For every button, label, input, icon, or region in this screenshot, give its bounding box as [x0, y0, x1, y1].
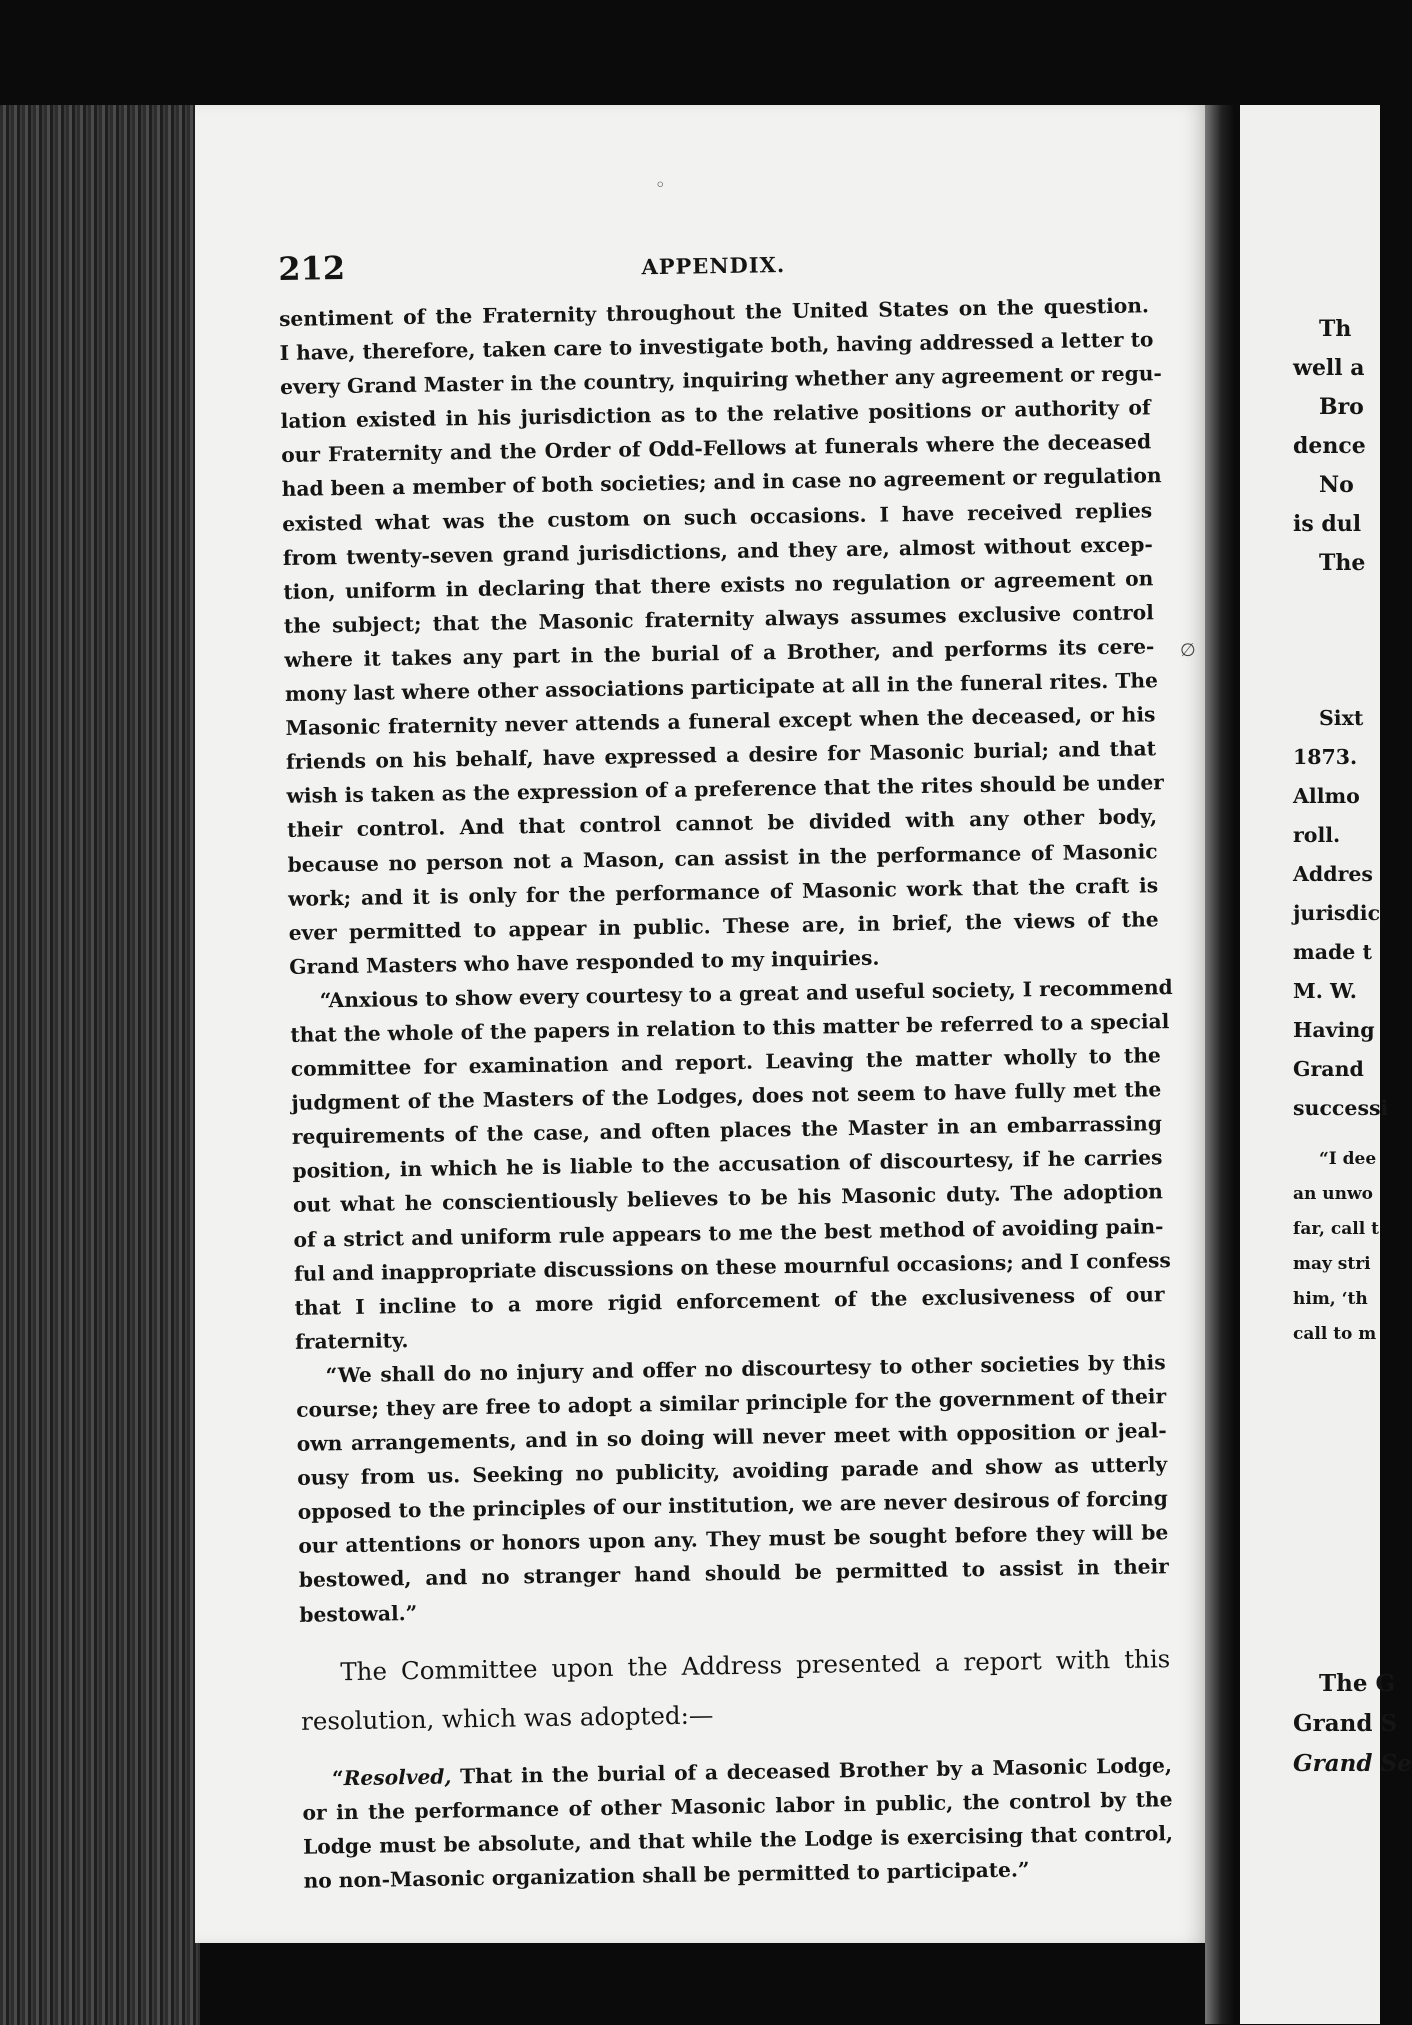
- text-line: position, in which he is liable to the accusation of discourtesy, if he carries: [292, 1145, 1163, 1184]
- left-page-text: [278, 236, 1174, 1897]
- text-line: requirements of the case, and often places the Master in an embarrassing: [291, 1111, 1163, 1150]
- paragraph-3: [295, 1345, 1169, 1631]
- fragment-line: well a: [1293, 355, 1365, 381]
- fragment-line: Th: [1319, 316, 1352, 342]
- text-line: existed what was the custom on such occasions. I have received replies: [282, 497, 1153, 536]
- fragment-line: an unwo: [1293, 1184, 1373, 1204]
- text-line: wish is taken as the expression of a preference that the rites should be under: [286, 770, 1165, 809]
- text-line: lation existed in his jurisdiction as to the relative positions or authority of: [280, 395, 1151, 434]
- text-line: resolution, which was adopted:—: [300, 1700, 714, 1736]
- fragment-line: 1873.: [1293, 745, 1358, 769]
- page-number: 212: [278, 248, 346, 288]
- text-line: out what he conscientiously believes to be his Masonic duty. The adoption: [292, 1179, 1164, 1218]
- fragment-line: him, ‘th: [1293, 1289, 1368, 1309]
- paragraph-4: [300, 1634, 1171, 1746]
- fragment-line: dence: [1293, 433, 1366, 459]
- resolved-word: Resolved,: [343, 1764, 452, 1790]
- text-line: had been a member of both societies; and in case no agreement or regulation: [281, 463, 1162, 502]
- text-line: of a strict and uniform rule appears to me the best method of avoiding pain-: [293, 1213, 1164, 1252]
- fragment-line: call to m: [1293, 1324, 1377, 1344]
- fragment-line: Grand Se: [1293, 1750, 1412, 1777]
- fragment-line: roll.: [1293, 823, 1341, 847]
- text-line: sentiment of the Fraternity throughout the United States on the question.: [278, 293, 1150, 331]
- text-line: the subject; that the Masonic fraternity always assumes exclusive control: [283, 600, 1154, 638]
- fragment-line: Having: [1293, 1018, 1375, 1042]
- running-head: APPENDIX.: [641, 252, 786, 280]
- text-line: no non-Masonic organization shall be permitted to participate.”: [303, 1857, 1030, 1893]
- text-line: because no person not a Mason, can assist in the performance of Masonic: [287, 838, 1158, 877]
- text-line: or in the performance of other Masonic labor in public, the control by the: [302, 1786, 1173, 1825]
- text-line: opposed to the principles of our institution, we are never desirous of forcing: [297, 1486, 1168, 1525]
- resolution-first-line: That in the burial of a deceased Brother by a Masonic Lodge,: [451, 1752, 1173, 1789]
- text-line: our Fraternity and the Order of Odd-Fellows at funerals where the deceased: [281, 429, 1152, 468]
- text-line: their control. And that control cannot be divided with any other body,: [286, 804, 1158, 843]
- book-binding-edge: [0, 105, 200, 2025]
- fragment-line: The G: [1319, 1670, 1396, 1697]
- text-line: that I incline to a more rigid enforcement of the exclusiveness of our: [294, 1281, 1165, 1320]
- text-line: Lodge must be absolute, and that while the Lodge is exercising that control,: [302, 1820, 1174, 1859]
- text-line: every Grand Master in the country, inquiring whether any agreement or regu-: [279, 361, 1163, 400]
- fragment-line: successi: [1293, 1096, 1389, 1120]
- paragraph-1: [278, 288, 1165, 983]
- text-line: ful and inappropriate discussions on these mournful occasions; and I confess: [293, 1247, 1171, 1286]
- fragment-line: Grand S: [1293, 1710, 1398, 1737]
- text-line: course; they are free to adopt a similar principle for the government of their: [296, 1384, 1167, 1422]
- fragment-line: Allmo: [1293, 784, 1360, 808]
- fragment-line: made t: [1293, 940, 1372, 964]
- text-line: from twenty-seven grand jurisdictions, and they are, almost without excep-: [282, 531, 1153, 570]
- text-line: tion, uniform in declaring that there exists no regulation or agreement on: [283, 566, 1154, 604]
- text-line: own arrangements, and in so doing will never meet with opposition or jeal-: [296, 1418, 1167, 1456]
- book-gutter: [1205, 105, 1235, 2024]
- text-line: friends on his behalf, have expressed a desire for Masonic burial; and that: [285, 736, 1157, 775]
- fragment-line: M. W.: [1293, 979, 1357, 1003]
- text-line: “Anxious to show every courtesy to a great and useful society, I recommend: [319, 974, 1173, 1013]
- text-line: judgment of the Masters of the Lodges, does not seem to have fully met the: [291, 1077, 1162, 1116]
- ink-speck: ◦: [655, 175, 666, 196]
- text-line: Grand Masters who have responded to my inquiries.: [289, 945, 880, 979]
- fragment-line: Addres: [1293, 862, 1373, 886]
- fragment-line: far, call t: [1293, 1219, 1379, 1239]
- open-quote: “: [331, 1765, 344, 1790]
- fragment-line: The: [1319, 550, 1366, 576]
- text-line: bestowal.”: [299, 1600, 418, 1627]
- fragment-line: is dul: [1293, 511, 1362, 537]
- text-line: mony last where other associations participate at all in the funeral rites. The: [284, 668, 1159, 706]
- fragment-line: No: [1319, 472, 1354, 498]
- text-line: work; and it is only for the performance of Masonic work that the craft is: [287, 872, 1159, 911]
- fragment-line: may stri: [1293, 1254, 1371, 1274]
- fragment-line: Sixt: [1319, 706, 1364, 730]
- fragment-line: “I dee: [1319, 1149, 1377, 1169]
- text-line: ousy from us. Seeking no publicity, avoiding parade and show as utterly: [297, 1452, 1168, 1491]
- text-line: ever permitted to appear in public. These are, in brief, the views of the: [288, 906, 1159, 945]
- resolution-quote: [302, 1748, 1174, 1898]
- text-line: I have, therefore, taken care to investigate both, having addressed a letter to: [279, 327, 1154, 366]
- fragment-line: Bro: [1319, 394, 1364, 420]
- fragment-line: jurisdic: [1293, 901, 1381, 925]
- fragment-line: Grand: [1293, 1057, 1364, 1081]
- text-line: fraternity.: [294, 1327, 409, 1354]
- right-page-fragments: [1293, 310, 1412, 1784]
- ink-speck: ∅: [1180, 640, 1196, 661]
- text-line: committee for examination and report. Leaving the matter wholly to the: [290, 1043, 1161, 1081]
- text-line: bestowed, and no stranger hand should be permitted to assist in their: [298, 1554, 1169, 1593]
- text-line: where it takes any part in the burial of a Brother, and performs its cere-: [284, 634, 1155, 672]
- paragraph-2: [290, 970, 1173, 1359]
- text-line: that the whole of the papers in relation to this matter be referred to a special: [290, 1009, 1170, 1047]
- text-line: The Committee upon the Address presented a report with this: [340, 1643, 1171, 1686]
- text-line: Masonic fraternity never attends a funeral except when the deceased, or his: [285, 702, 1156, 741]
- text-line: our attentions or honors upon any. They must be sought before they will be: [298, 1520, 1169, 1559]
- text-line: “We shall do no injury and offer no discourtesy to other societies by this: [325, 1350, 1166, 1388]
